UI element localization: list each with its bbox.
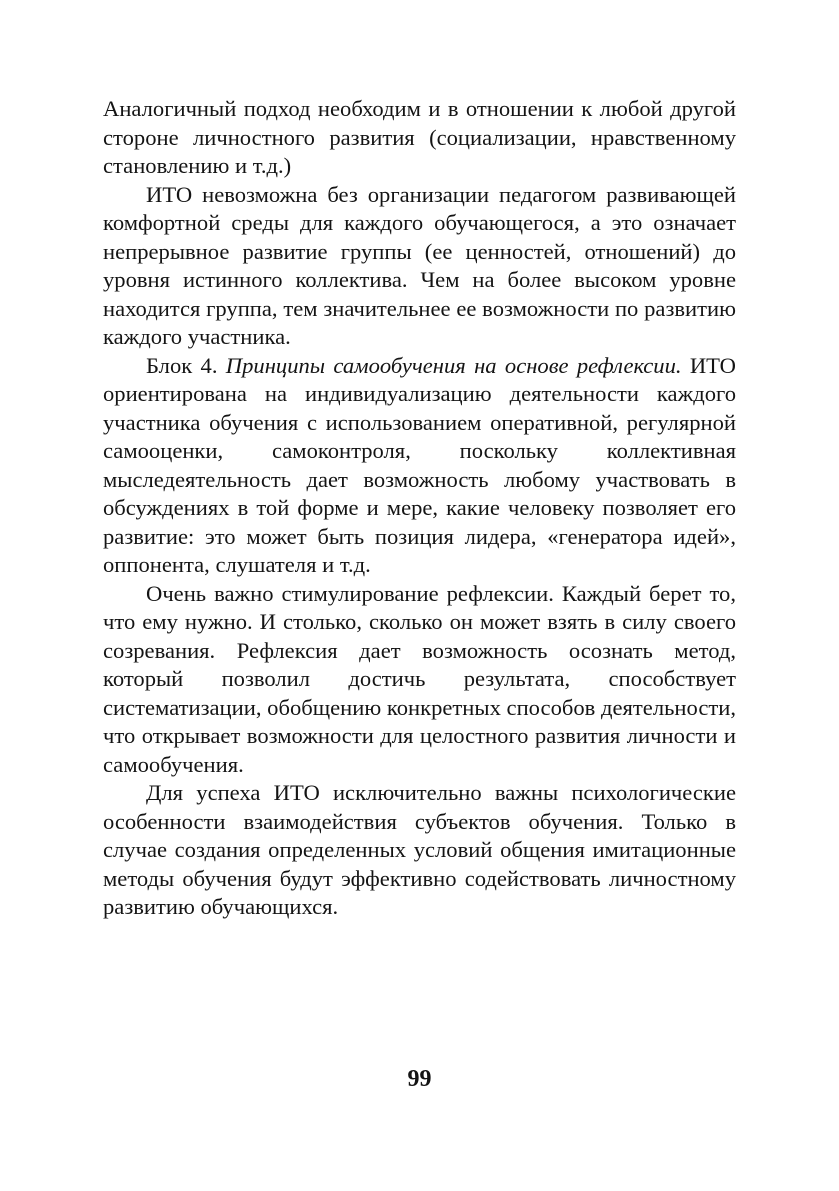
paragraph-1: Аналогичный подход необходим и в отношении к любой другой стороне личностного развития (социализации, нравственному становлению и т.д.) — [103, 96, 736, 178]
block-label: Блок 4. — [146, 352, 226, 378]
page-number: 99 — [407, 1066, 432, 1092]
paragraph-4: Очень важно стимулирование рефлексии. Каждый берет то, что ему нужно. И столько, сколько он может взять в силу своего созревания. Рефлексия дает возможность осознать метод, который позволил достичь результата, способствует систематизации, обобщению конкретных способов деятельности, что открывает возможности для целостного развития личности и самообучения. — [103, 580, 736, 777]
paragraph-2: ИТО невозможна без организации педагогом развивающей комфортной среды для каждого обучающегося, а это означает непрерывное развитие группы (ее ценностей, отношений) до уровня истинного коллектива. Чем на более высоком уровне находится группа, тем значительнее ее возможности по развитию каждого участника. — [103, 181, 736, 349]
page-body — [103, 95, 736, 922]
paragraph-5: Для успеха ИТО исключительно важны психологические особенности взаимодействия субъектов обучения. Только в случае создания определенных условий общения имитационные методы обучения будут эффективно содействовать личностному развитию обучающихся. — [103, 780, 736, 919]
paragraph-3 — [103, 352, 736, 580]
block-heading: Принципы самообучения на основе рефлексии. — [225, 352, 682, 378]
paragraph-3-body: ИТО ориентирована на индивидуализацию деятельности каждого участника обучения с использованием оперативной, регулярной самооценки, самоконтроля, поскольку коллективная мыследеятельность дает возможность любому участвовать в обсуждениях в той форме и мере, какие человеку позволяет его развитие: это может быть позиция лидера, «генератора идей», оппонента, слушателя и т.д. — [103, 352, 736, 577]
